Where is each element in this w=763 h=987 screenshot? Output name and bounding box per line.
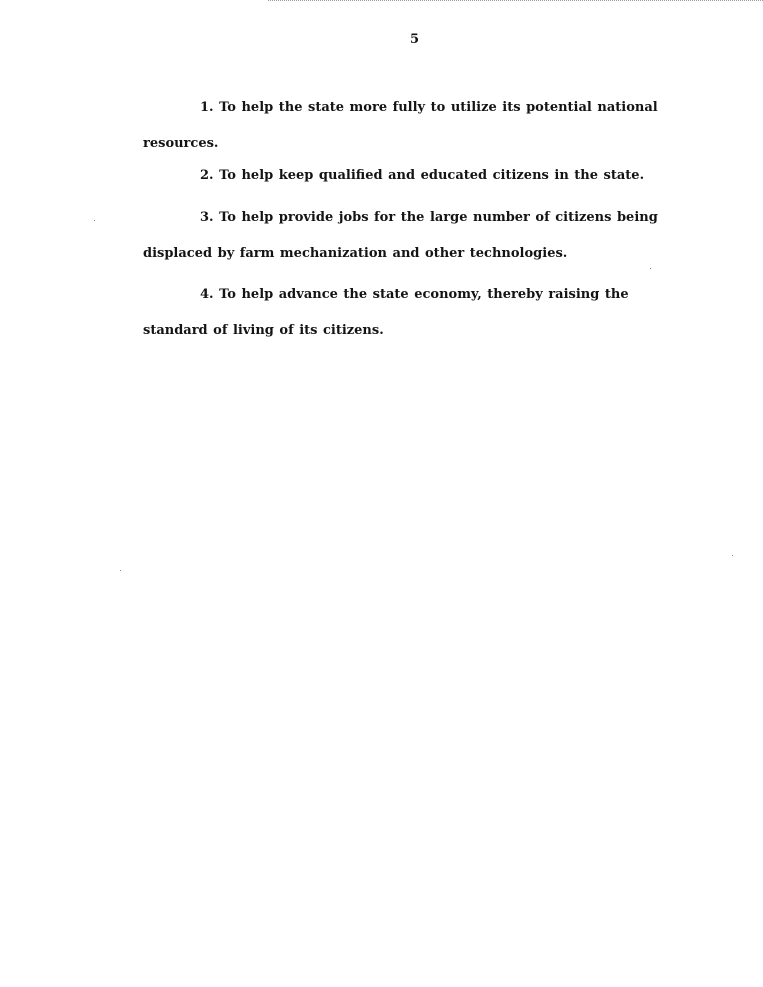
scan-speck xyxy=(732,555,733,556)
scan-speck xyxy=(650,268,651,269)
page-number: 5 xyxy=(410,32,420,47)
scan-top-dotted-edge xyxy=(268,0,763,1)
list-item xyxy=(143,158,683,194)
list-item xyxy=(143,277,683,349)
scan-speck xyxy=(94,220,95,221)
list-item-line: standard of living of its citizens. xyxy=(143,323,384,338)
list-item-line: displaced by farm mechanization and other technologies. xyxy=(143,246,568,261)
list-item xyxy=(143,200,683,272)
scan-speck xyxy=(120,570,121,571)
list-item-line: 2. To help keep qualified and educated citizens in the state. xyxy=(200,168,645,183)
list-item xyxy=(143,90,683,162)
list-item-line: 1. To help the state more fully to utilize its potential national xyxy=(200,100,658,115)
list-item-line: 3. To help provide jobs for the large number of citizens being xyxy=(200,210,658,225)
list-item-line: resources. xyxy=(143,136,219,151)
list-item-line: 4. To help advance the state economy, thereby raising the xyxy=(200,287,629,302)
